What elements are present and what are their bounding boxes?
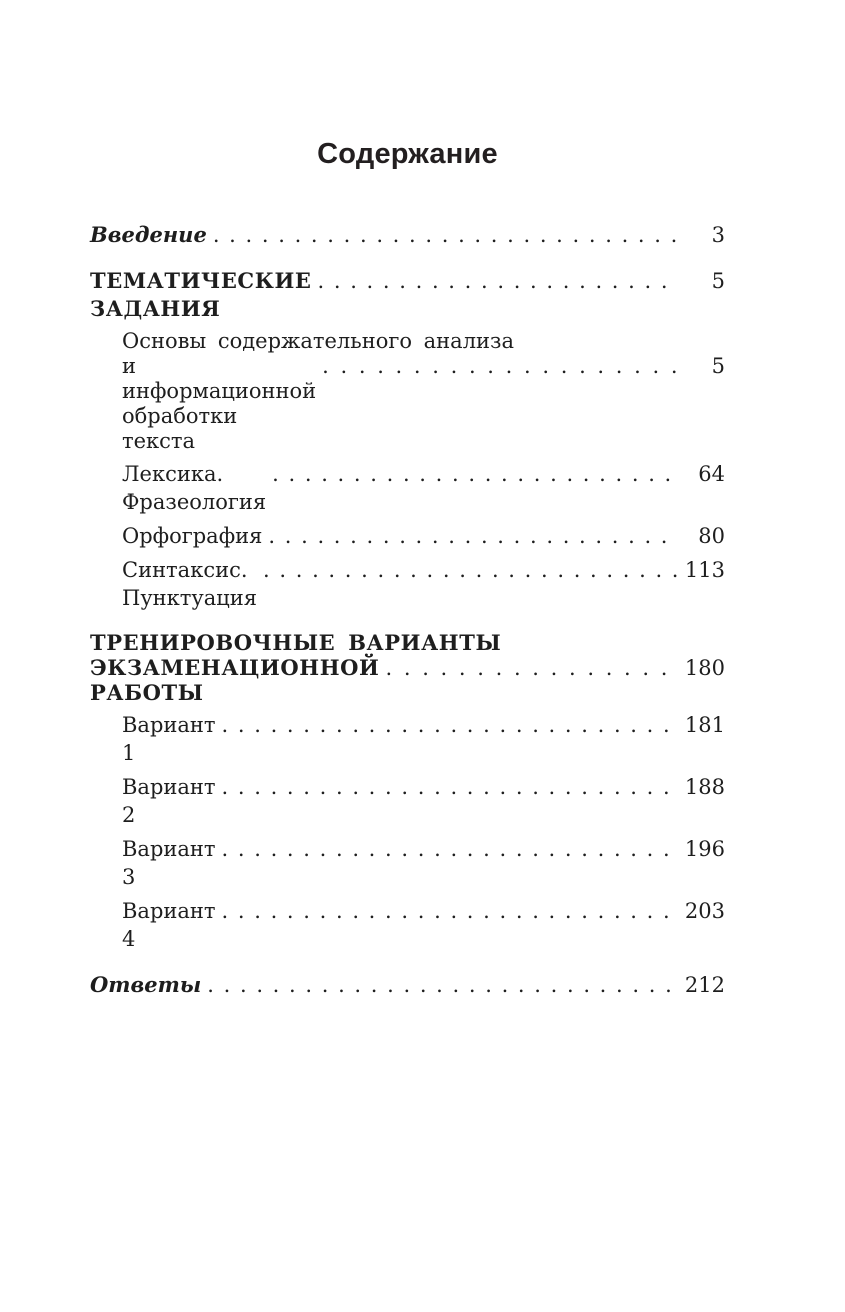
table-of-contents: [90, 221, 725, 999]
page-title: Содержание: [317, 138, 498, 170]
toc-entry-label: Вариант 4: [122, 899, 216, 951]
toc-entry-page: 113: [684, 558, 725, 582]
dot-leader: [207, 971, 679, 999]
toc-entry: [122, 773, 725, 829]
dot-leader: [386, 656, 680, 681]
dot-leader: [263, 556, 679, 584]
toc-entry-label: Вариант 2: [122, 775, 216, 827]
toc-entry: [90, 630, 725, 705]
toc-entry-label-line2: и информационной обработки текста: [122, 354, 317, 453]
toc-entry-page: 80: [698, 524, 725, 548]
toc-entry: [122, 556, 725, 612]
toc-entry-label: ТРЕНИРОВОЧНЫЕ ВАРИАНТЫ: [90, 630, 502, 655]
toc-entry-page: 180: [684, 656, 725, 680]
toc-entry-page: 5: [711, 354, 725, 378]
toc-entry-page: 5: [711, 269, 725, 293]
toc-entry-label: Орфография: [122, 524, 263, 548]
toc-entry-page: 64: [698, 462, 725, 486]
toc-entry: [90, 971, 725, 999]
toc-entry: [122, 711, 725, 767]
dot-leader: [322, 354, 679, 379]
toc-entry-label: ТЕМАТИЧЕСКИЕ ЗАДАНИЯ: [90, 268, 312, 321]
toc-entry-label: Вариант 3: [122, 837, 216, 889]
toc-entry: [122, 522, 725, 550]
toc-entry-page: 3: [711, 223, 725, 247]
toc-entry-page: 212: [684, 973, 725, 997]
toc-entry-label: Введение: [90, 222, 207, 247]
toc-entry-label: Синтаксис. Пунктуация: [122, 558, 258, 610]
toc-entry: [122, 460, 725, 516]
toc-entry-page: 181: [684, 713, 725, 737]
toc-entry-label: Основы содержательного анализа: [122, 329, 514, 353]
dot-leader: [318, 267, 680, 295]
dot-leader: [222, 897, 679, 925]
dot-leader: [222, 711, 679, 739]
dot-leader: [222, 773, 679, 801]
dot-leader: [268, 522, 679, 550]
toc-entry-label: Вариант 1: [122, 713, 216, 765]
toc-entry-label: Ответы: [90, 972, 202, 997]
toc-entry: [122, 329, 725, 454]
dot-leader: [272, 460, 679, 488]
toc-entry-page: 188: [684, 775, 725, 799]
toc-entry: [90, 267, 725, 323]
toc-entry-label: Лексика. Фразеология: [122, 462, 267, 514]
toc-entry: [90, 221, 725, 249]
dot-leader: [222, 835, 679, 863]
toc-entry-page: 203: [684, 899, 725, 923]
toc-entry-page: 196: [684, 837, 725, 861]
toc-entry: [122, 835, 725, 891]
toc-entry: [122, 897, 725, 953]
toc-entry-label-line2: ЭКЗАМЕНАЦИОННОЙ РАБОТЫ: [90, 655, 380, 705]
dot-leader: [213, 221, 679, 249]
